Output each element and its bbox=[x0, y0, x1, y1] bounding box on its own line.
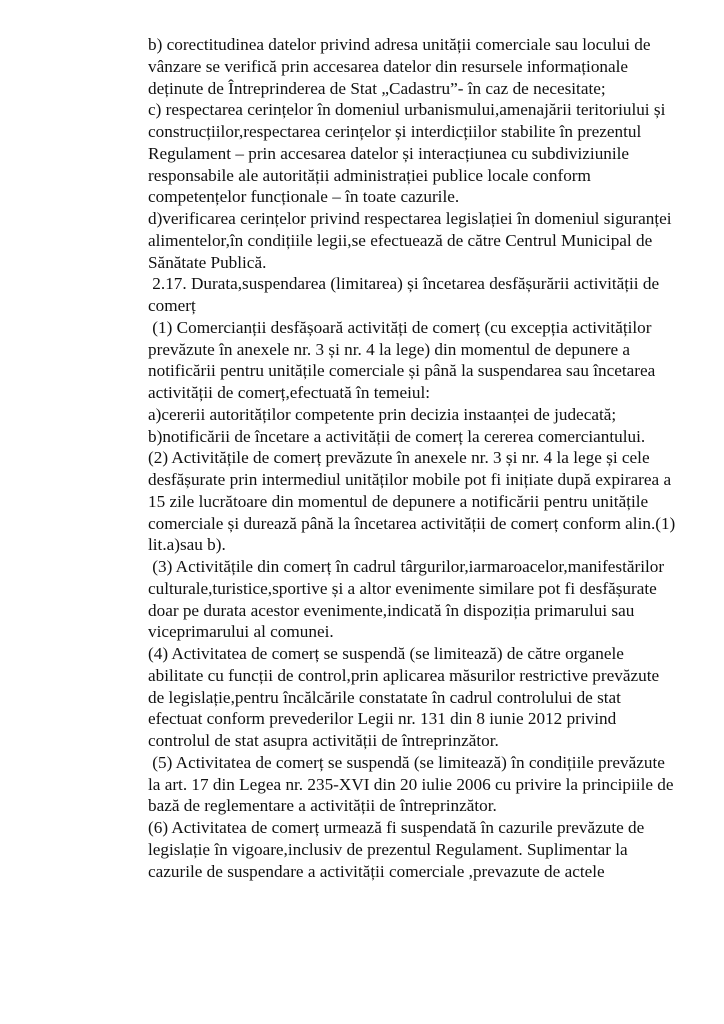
text-line: notificării pentru unitățile comerciale și până la suspendarea sau încetarea bbox=[148, 361, 656, 381]
text-line: competențelor funcționale – în toate cazurile. bbox=[148, 187, 460, 207]
text-line: (6) Activitatea de comerț urmează fi suspendată în cazurile prevăzute de bbox=[148, 818, 645, 837]
text-line: (1) Comercianții desfășoară activități de comerț (cu excepția activităților bbox=[148, 317, 652, 337]
text-line: (2) Activitățile de comerț prevăzute în anexele nr. 3 și nr. 4 la lege și cele bbox=[148, 448, 650, 468]
text-line: viceprimarului al comunei. bbox=[148, 622, 334, 642]
text-line: (5) Activitatea de comerț se suspendă (se limitează) în condițiile prevăzute bbox=[148, 752, 665, 772]
text-line: a)cererii autorităților competente prin decizia instaanței de judecată; bbox=[148, 404, 617, 424]
text-line: doar pe durata acestor evenimente,indicată în dispoziția primarului sau bbox=[148, 600, 635, 620]
text-line: d)verificarea cerințelor privind respectarea legislației în domeniul siguranței bbox=[148, 209, 672, 228]
text-line: activității de comerț,efectuată în temeiul: bbox=[148, 383, 431, 402]
text-line: efectuat conform prevederilor Legii nr. 131 din 8 iunie 2012 privind bbox=[148, 709, 617, 729]
text-line: comerț bbox=[148, 296, 196, 315]
text-line: c) respectarea cerințelor în domeniul urbanismului,amenajării teritoriului și bbox=[148, 100, 666, 120]
text-line: la art. 17 din Legea nr. 235-XVI din 20 iulie 2006 cu privire la principiile de bbox=[148, 774, 674, 794]
text-line: legislație în vigoare,inclusiv de prezentul Regulament. Suplimentar la bbox=[148, 839, 628, 859]
text-line: comerciale și durează până la încetarea activității de comerț conform alin.(1) bbox=[148, 513, 676, 533]
document-body bbox=[148, 34, 708, 882]
text-line: alimentelor,în condițiile legii,se efectuează de către Centrul Municipal de bbox=[148, 230, 653, 250]
text-line: culturale,turistice,sportive și a altor evenimente similare pot fi desfășurate bbox=[148, 578, 657, 598]
text-line: desfășurate prin intermediul unităților mobile pot fi inițiate după expirarea a bbox=[148, 470, 672, 489]
text-line: (4) Activitatea de comerț se suspendă (se limitează) de către organele bbox=[148, 644, 624, 663]
text-line: b)notificării de încetare a activității de comerț la cererea comerciantului. bbox=[148, 426, 646, 446]
text-line: (3) Activitățile din comerț în cadrul târgurilor,iarmaroacelor,manifestărilor bbox=[148, 557, 665, 576]
text-line: Regulament – prin accesarea datelor și interacțiunea cu subdiviziunile bbox=[148, 143, 630, 163]
text-line: Sănătate Publică. bbox=[148, 252, 267, 272]
text-line: de legislație,pentru încălcările constatate în cadrul controlului de stat bbox=[148, 687, 621, 707]
text-line: b) corectitudinea datelor privind adresa unității comerciale sau locului de bbox=[148, 35, 651, 54]
text-line: lit.a)sau b). bbox=[148, 535, 226, 555]
text-line: controlul de stat asupra activității de întreprinzător. bbox=[148, 731, 499, 750]
text-line: 2.17. Durata,suspendarea (limitarea) și încetarea desfășurării activității de bbox=[148, 274, 660, 294]
text-line: cazurile de suspendare a activității comerciale ,prevazute de actele bbox=[148, 861, 605, 881]
text-line: abilitate cu funcții de control,prin aplicarea măsurilor restrictive prevăzute bbox=[148, 665, 660, 685]
text-line: deținute de Întreprinderea de Stat „Cadastru”- în caz de necesitate; bbox=[148, 78, 606, 98]
text-line: responsabile ale autorității administrației publice locale conform bbox=[148, 165, 591, 185]
text-line: construcțiilor,respectarea cerințelor și interdicțiilor stabilite în prezentul bbox=[148, 122, 642, 141]
text-line: prevăzute în anexele nr. 3 și nr. 4 la lege) din momentul de depunere a bbox=[148, 339, 631, 359]
text-line: 15 zile lucrătoare din momentul de depunere a notificării pentru unitățile bbox=[148, 491, 649, 511]
text-line: vânzare se verifică prin accesarea datelor din resursele informaționale bbox=[148, 56, 629, 76]
text-line: bază de reglementare a activității de întreprinzător. bbox=[148, 796, 497, 816]
